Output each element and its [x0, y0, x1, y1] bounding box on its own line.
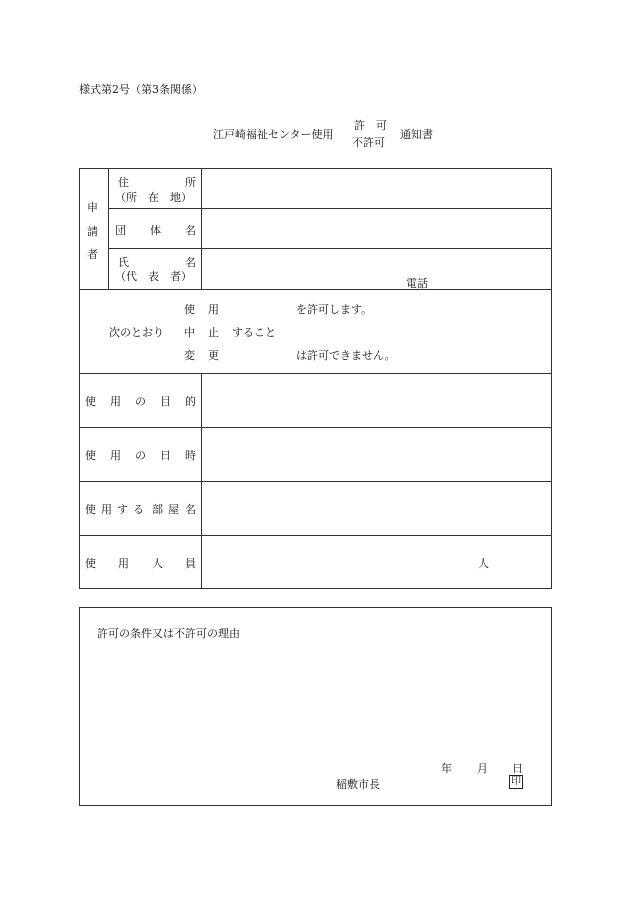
room-label-5: 部	[152, 503, 163, 516]
group-label-b: 体	[150, 224, 161, 237]
name-label-sub: （代 表 者）	[115, 270, 192, 283]
decision-change-a: 変	[184, 349, 195, 362]
purpose-label-2: 用	[110, 395, 121, 408]
datetime-label-1: 使	[85, 449, 96, 462]
room-label-7: 名	[185, 503, 196, 516]
group-label-c: 名	[185, 224, 196, 237]
purpose-label-1: 使	[85, 395, 96, 408]
decision-permit-text: を許可します。	[296, 303, 373, 316]
title-permit: 許 可	[354, 119, 387, 132]
people-label-2: 用	[118, 557, 129, 570]
room-label-3: す	[117, 503, 128, 516]
seal-mark: 印	[511, 776, 521, 787]
people-unit: 人	[478, 557, 489, 570]
people-label-3: 人	[152, 557, 163, 570]
datetime-label-4: 日	[160, 449, 171, 462]
decision-deny-text: は許可できません。	[296, 349, 396, 362]
applicant-label-2: 請	[87, 225, 98, 238]
purpose-label-5: 的	[185, 395, 196, 408]
applicant-label-3: 者	[87, 248, 98, 261]
decision-intro: 次のとおり	[109, 326, 164, 339]
room-label-1: 使	[85, 503, 96, 516]
name-label-b: 名	[185, 256, 196, 269]
title-suffix: 通知書	[400, 128, 433, 141]
room-label-4: る	[133, 503, 144, 516]
form-number: 様式第2号（第3条関係）	[79, 83, 203, 96]
applicant-label-1: 申	[87, 201, 98, 214]
title-prefix: 江戸崎福祉センター使用	[213, 128, 334, 141]
decision-stop-b: 止	[208, 326, 219, 339]
datetime-label-2: 用	[110, 449, 121, 462]
decision-use-a: 使	[184, 303, 195, 316]
date-month: 月	[477, 762, 488, 775]
phone-label: 電話	[406, 277, 428, 290]
address-label-b: 所	[185, 176, 196, 189]
decision-suffix: すること	[232, 326, 276, 339]
date-year: 年	[441, 762, 452, 775]
people-label-1: 使	[85, 557, 96, 570]
title-not-permit: 不許可	[352, 136, 385, 149]
decision-use-b: 用	[208, 303, 219, 316]
decision-change-b: 更	[208, 349, 219, 362]
people-label-4: 員	[185, 557, 196, 570]
conditions-heading: 許可の条件又は不許可の理由	[97, 627, 240, 640]
decision-stop-a: 中	[184, 326, 195, 339]
datetime-label-5: 時	[185, 449, 196, 462]
datetime-label-3: の	[135, 449, 146, 462]
purpose-label-4: 目	[160, 395, 171, 408]
room-label-6: 屋	[168, 503, 179, 516]
group-label-a: 団	[115, 224, 126, 237]
room-label-2: 用	[101, 503, 112, 516]
address-label-a: 住	[118, 176, 129, 189]
signer-title: 稲敷市長	[336, 778, 380, 791]
purpose-label-3: の	[135, 395, 146, 408]
address-label-sub: （所 在 地）	[115, 191, 192, 204]
name-label-a: 氏	[118, 256, 129, 269]
date-day: 日	[512, 762, 523, 775]
